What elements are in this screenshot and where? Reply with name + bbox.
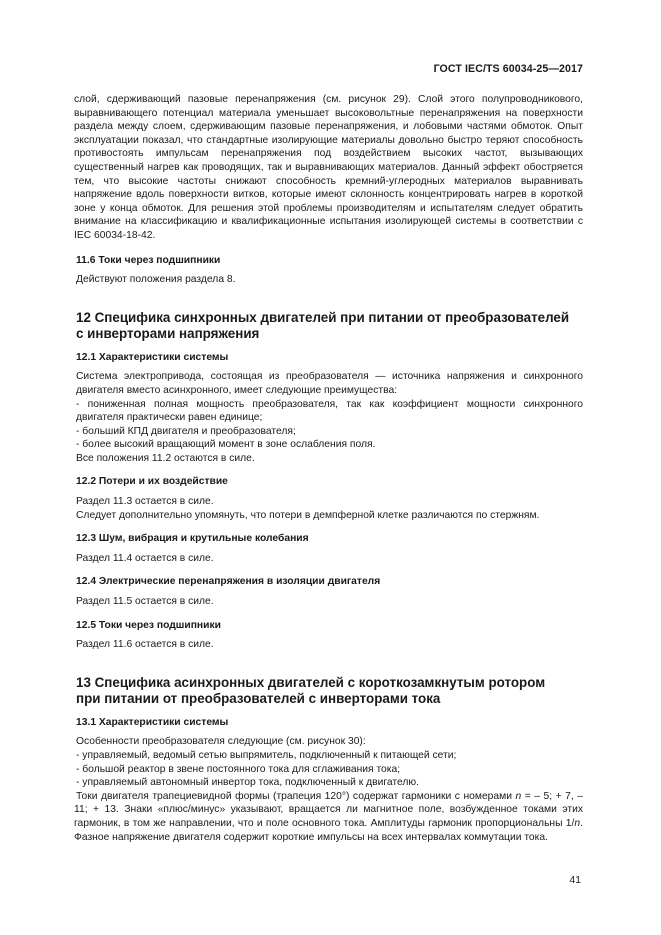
subsection-para-12-1: Система электропривода, состоящая из преобразователя — источника напряжения и синхронного двигателя вместо асинхронного, имеет следующие преимущества: (76, 371, 583, 396)
subsection-para-13-1: Особенности преобразователя следующие (см. рисунок 30): (76, 736, 366, 748)
subsection-text-12-3: Раздел 11.4 остается в силе. (76, 552, 214, 564)
subsection-title-12-1: 12.1 Характеристики системы (76, 351, 229, 363)
list-item: - больший КПД двигателя и преобразователя; (76, 425, 296, 437)
subsection-text-12-4: Раздел 11.5 остается в силе. (76, 596, 214, 608)
section-title-13-line2: при питании от преобразователей с инверторами тока (76, 690, 441, 706)
list-item: - управляемый, ведомый сетью выпрямитель, подключенный к питающей сети; (76, 750, 457, 761)
subsection-tail-12-1: Все положения 11.2 остаются в силе. (76, 452, 255, 464)
harmonics-paragraph (74, 790, 583, 844)
harmonics-text-b: = – 5; + 7, – 11; + 13. Знаки «плюс/минус» указывают, вращается ли магнитное поле, возбужденное токами этих гармоник, в том же направлении, что и поле основного тока. Амплитуды гармоник пропорциональны 1/ (74, 790, 583, 829)
section-title-13-line1: 13 Специфика асинхронных двигателей с короткозамкнутым ротором (76, 674, 546, 690)
list-item: - более высокий вращающий момент в зоне ослабления поля. (76, 439, 376, 451)
list-item: - пониженная полная мощность преобразователя, так как коэффициент мощности синхронного двигателя практически равен единице; (76, 398, 583, 424)
subsection-title-11-6: 11.6 Токи через подшипники (76, 254, 221, 266)
subsection-text-12-5: Раздел 11.6 остается в силе. (76, 639, 214, 651)
subsection-title-12-5: 12.5 Токи через подшипники (76, 619, 221, 631)
subsection-title-13-1: 13.1 Характеристики системы (76, 716, 229, 728)
subsection-title-12-4: 12.4 Электрические перенапряжения в изоляции двигателя (76, 576, 381, 588)
list-item: - управляемый автономный инвертор тока, подключенный к двигателю. (76, 777, 419, 789)
section-title-12-line2: с инверторами напряжения (76, 325, 260, 341)
document-code-header: ГОСТ IEC/TS 60034-25—2017 (433, 63, 583, 75)
intro-paragraph: слой, сдерживающий пазовые перенапряжения (см. рисунок 29). Слой этого полупроводникового, выравнивающего потенциал материала уменьшает высоковольтные перенапряжения на поверхности раздела между слоем, сдерживающим пазовые перенапряжения, и лобовыми частями обмоток. Опыт эксплуатации показал, что стандартные изолирующие материалы довольно быстро теряют способность противостоять импульсам перенапряжения под воздействием высоких частот, вызывающих существенный нагрев как проводящих, так и выравнивающих материалов. Данный эффект обостряется тем, что высокие частоты снижают способность кремний-углеродных материалов выравнивать напряжение вдоль поверхности витков, которые имеют склонность концентрировать нагрев в короткой зоне у конца обмоток. Для решения этой проблемы производителям и испытателям следует обратить внимание на классификацию и квалификационные испытания изолирующей системы в соответствии с IEC 60034-18-42. (74, 94, 583, 241)
list-item: - большой реактор в звене постоянного тока для сглаживания тока; (76, 763, 401, 775)
harmonics-text-a: Токи двигателя трапециевидной формы (трапеция 120°) содержат гармоники с номерами (76, 790, 516, 802)
subsection-text-12-2-b: Следует дополнительно упомянуть, что потери в демпферной клетке различаются по стержням. (76, 509, 540, 521)
section-title-12-line1: 12 Специфика синхронных двигателей при питании от преобразователей (76, 309, 570, 325)
page-content (74, 93, 583, 844)
harmonics-text-c: . Фазное напряжение двигателя содержит короткие импульсы на всех интервалах коммутации тока. (74, 817, 583, 843)
section-title-12 (74, 310, 583, 342)
subsection-title-12-2: 12.2 Потери и их воздействие (76, 476, 228, 488)
harmonics-n-symbol: n (574, 817, 581, 829)
subsection-text-12-2-a: Раздел 11.3 остается в силе. (76, 496, 214, 508)
subsection-title-12-3: 12.3 Шум, вибрация и крутильные колебания (76, 533, 309, 545)
subsection-text-11-6: Действуют положения раздела 8. (76, 274, 236, 286)
page-number: 41 (569, 875, 581, 886)
harmonics-n-symbol: n (515, 790, 522, 802)
section-title-13 (74, 675, 583, 707)
